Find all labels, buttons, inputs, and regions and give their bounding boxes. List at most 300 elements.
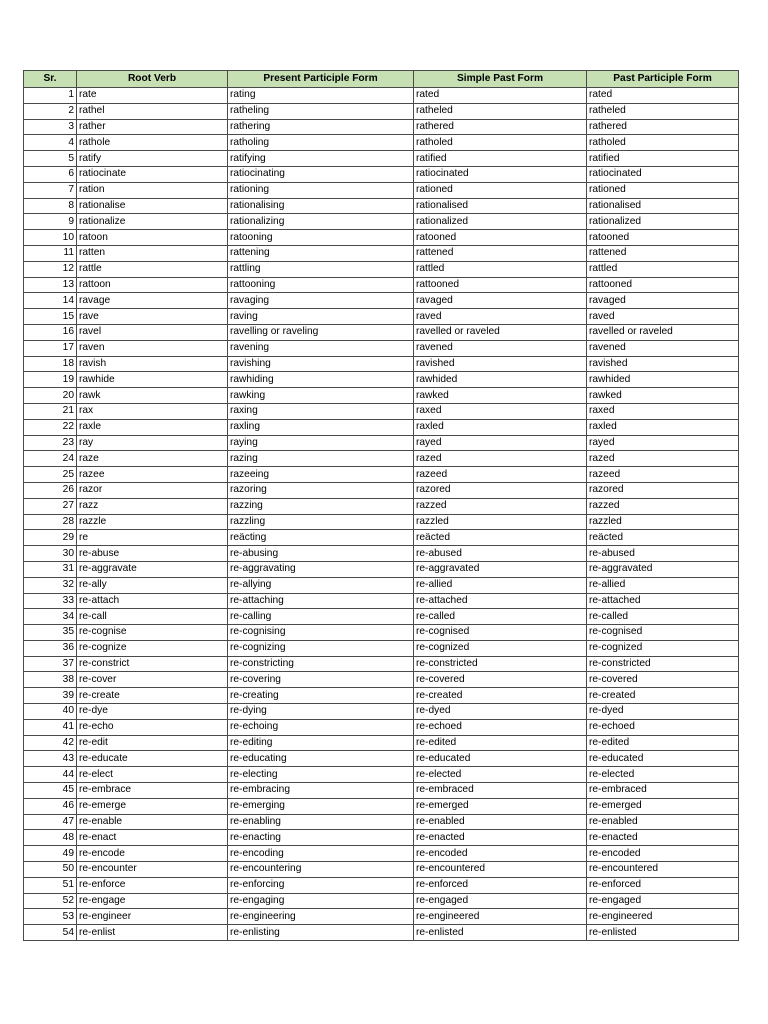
table-row	[24, 182, 739, 198]
table-row	[24, 293, 739, 309]
cell-sr: 10	[24, 230, 77, 246]
cell-simple-past: ratheled	[414, 103, 587, 119]
cell-sr: 39	[24, 688, 77, 704]
table-row	[24, 388, 739, 404]
table-row	[24, 119, 739, 135]
cell-simple-past: ratooned	[414, 230, 587, 246]
cell-sr: 36	[24, 640, 77, 656]
table-body	[24, 88, 739, 941]
cell-past-participle: re-created	[587, 688, 739, 704]
table-row	[24, 482, 739, 498]
cell-past-participle: re-engineered	[587, 909, 739, 925]
cell-past-participle: rattened	[587, 245, 739, 261]
cell-past-participle: re-allied	[587, 577, 739, 593]
table-row	[24, 403, 739, 419]
cell-simple-past: raxled	[414, 419, 587, 435]
cell-root-verb: razz	[77, 498, 228, 514]
cell-sr: 35	[24, 625, 77, 641]
cell-simple-past: rationalised	[414, 198, 587, 214]
header-sr: Sr.	[24, 71, 77, 88]
cell-present-participle: ratiocinating	[228, 166, 414, 182]
table-row	[24, 909, 739, 925]
cell-root-verb: re-enforce	[77, 877, 228, 893]
cell-past-participle: re-encountered	[587, 862, 739, 878]
cell-simple-past: re-enacted	[414, 830, 587, 846]
cell-sr: 8	[24, 198, 77, 214]
cell-simple-past: re-edited	[414, 735, 587, 751]
cell-simple-past: razed	[414, 451, 587, 467]
cell-past-participle: rated	[587, 88, 739, 104]
cell-root-verb: re-engage	[77, 893, 228, 909]
cell-sr: 41	[24, 719, 77, 735]
cell-sr: 32	[24, 577, 77, 593]
cell-sr: 47	[24, 814, 77, 830]
cell-simple-past: re-allied	[414, 577, 587, 593]
cell-simple-past: re-abused	[414, 546, 587, 562]
table-row	[24, 814, 739, 830]
table-row	[24, 593, 739, 609]
cell-present-participle: reäcting	[228, 530, 414, 546]
cell-present-participle: razeeing	[228, 467, 414, 483]
cell-sr: 54	[24, 925, 77, 941]
cell-past-participle: re-encoded	[587, 846, 739, 862]
cell-present-participle: razzing	[228, 498, 414, 514]
cell-simple-past: ravaged	[414, 293, 587, 309]
cell-root-verb: raze	[77, 451, 228, 467]
cell-present-participle: re-enacting	[228, 830, 414, 846]
cell-root-verb: ravish	[77, 356, 228, 372]
table-row	[24, 704, 739, 720]
cell-root-verb: re-aggravate	[77, 561, 228, 577]
cell-present-participle: re-cognizing	[228, 640, 414, 656]
cell-simple-past: ratholed	[414, 135, 587, 151]
table-row	[24, 198, 739, 214]
table-header	[24, 71, 739, 88]
cell-present-participle: raving	[228, 309, 414, 325]
table-row	[24, 751, 739, 767]
cell-simple-past: rationed	[414, 182, 587, 198]
cell-present-participle: ratifying	[228, 151, 414, 167]
cell-sr: 33	[24, 593, 77, 609]
cell-root-verb: rathole	[77, 135, 228, 151]
cell-present-participle: ratheling	[228, 103, 414, 119]
table-row	[24, 577, 739, 593]
cell-present-participle: rawking	[228, 388, 414, 404]
cell-simple-past: re-enlisted	[414, 925, 587, 941]
table-row	[24, 767, 739, 783]
cell-sr: 5	[24, 151, 77, 167]
cell-sr: 16	[24, 324, 77, 340]
cell-simple-past: re-encountered	[414, 862, 587, 878]
cell-simple-past: re-created	[414, 688, 587, 704]
cell-present-participle: re-educating	[228, 751, 414, 767]
cell-simple-past: rationalized	[414, 214, 587, 230]
cell-present-participle: re-enlisting	[228, 925, 414, 941]
cell-present-participle: re-engaging	[228, 893, 414, 909]
cell-past-participle: razeed	[587, 467, 739, 483]
cell-root-verb: ration	[77, 182, 228, 198]
cell-root-verb: re-ally	[77, 577, 228, 593]
table-row	[24, 103, 739, 119]
cell-simple-past: re-cognised	[414, 625, 587, 641]
cell-simple-past: re-covered	[414, 672, 587, 688]
cell-sr: 13	[24, 277, 77, 293]
cell-simple-past: ravened	[414, 340, 587, 356]
table-row	[24, 561, 739, 577]
cell-present-participle: re-enforcing	[228, 877, 414, 893]
cell-past-participle: re-enabled	[587, 814, 739, 830]
cell-present-participle: re-creating	[228, 688, 414, 704]
cell-root-verb: razor	[77, 482, 228, 498]
cell-present-participle: rattooning	[228, 277, 414, 293]
cell-present-participle: re-echoing	[228, 719, 414, 735]
cell-present-participle: rationing	[228, 182, 414, 198]
cell-sr: 12	[24, 261, 77, 277]
cell-past-participle: re-embraced	[587, 783, 739, 799]
cell-root-verb: re-echo	[77, 719, 228, 735]
cell-present-participle: rattling	[228, 261, 414, 277]
cell-root-verb: rather	[77, 119, 228, 135]
cell-sr: 21	[24, 403, 77, 419]
cell-present-participle: re-allying	[228, 577, 414, 593]
cell-simple-past: re-cognized	[414, 640, 587, 656]
table-row	[24, 530, 739, 546]
cell-root-verb: re-dye	[77, 704, 228, 720]
cell-root-verb: rave	[77, 309, 228, 325]
table-row	[24, 435, 739, 451]
cell-sr: 29	[24, 530, 77, 546]
cell-simple-past: re-echoed	[414, 719, 587, 735]
cell-past-participle: razed	[587, 451, 739, 467]
cell-root-verb: re-create	[77, 688, 228, 704]
cell-root-verb: rationalise	[77, 198, 228, 214]
cell-simple-past: rattooned	[414, 277, 587, 293]
cell-root-verb: re-enlist	[77, 925, 228, 941]
cell-root-verb: raxle	[77, 419, 228, 435]
cell-present-participle: ravaging	[228, 293, 414, 309]
cell-simple-past: ratiocinated	[414, 166, 587, 182]
cell-sr: 11	[24, 245, 77, 261]
cell-past-participle: rawked	[587, 388, 739, 404]
cell-present-participle: re-editing	[228, 735, 414, 751]
table-row	[24, 245, 739, 261]
cell-root-verb: rattoon	[77, 277, 228, 293]
cell-present-participle: re-constricting	[228, 656, 414, 672]
cell-sr: 40	[24, 704, 77, 720]
cell-present-participle: rationalizing	[228, 214, 414, 230]
cell-root-verb: raven	[77, 340, 228, 356]
table-row	[24, 135, 739, 151]
table-row	[24, 88, 739, 104]
cell-root-verb: re-cognise	[77, 625, 228, 641]
cell-past-participle: rationalised	[587, 198, 739, 214]
table-row	[24, 846, 739, 862]
cell-past-participle: re-constricted	[587, 656, 739, 672]
cell-simple-past: re-enforced	[414, 877, 587, 893]
header-row	[24, 71, 739, 88]
cell-past-participle: re-enforced	[587, 877, 739, 893]
cell-root-verb: ratiocinate	[77, 166, 228, 182]
cell-root-verb: re-encounter	[77, 862, 228, 878]
cell-present-participle: ravishing	[228, 356, 414, 372]
cell-past-participle: re-engaged	[587, 893, 739, 909]
table-row	[24, 830, 739, 846]
cell-simple-past: rattened	[414, 245, 587, 261]
cell-past-participle: rayed	[587, 435, 739, 451]
cell-present-participle: ravening	[228, 340, 414, 356]
cell-past-participle: raxled	[587, 419, 739, 435]
cell-past-participle: re-attached	[587, 593, 739, 609]
cell-simple-past: re-encoded	[414, 846, 587, 862]
header-past-participle: Past Participle Form	[587, 71, 739, 88]
cell-present-participle: raying	[228, 435, 414, 451]
cell-past-participle: ravelled or raveled	[587, 324, 739, 340]
cell-past-participle: re-cognised	[587, 625, 739, 641]
cell-past-participle: ravished	[587, 356, 739, 372]
cell-root-verb: re-engineer	[77, 909, 228, 925]
cell-present-participle: rawhiding	[228, 372, 414, 388]
cell-root-verb: rax	[77, 403, 228, 419]
table-row	[24, 467, 739, 483]
cell-root-verb: re-embrace	[77, 783, 228, 799]
cell-root-verb: rathel	[77, 103, 228, 119]
cell-simple-past: rawked	[414, 388, 587, 404]
cell-present-participle: re-calling	[228, 609, 414, 625]
cell-simple-past: raxed	[414, 403, 587, 419]
cell-past-participle: ratiocinated	[587, 166, 739, 182]
cell-simple-past: re-constricted	[414, 656, 587, 672]
cell-past-participle: raved	[587, 309, 739, 325]
table-row	[24, 656, 739, 672]
cell-present-participle: re-attaching	[228, 593, 414, 609]
cell-sr: 22	[24, 419, 77, 435]
cell-present-participle: rathering	[228, 119, 414, 135]
cell-sr: 6	[24, 166, 77, 182]
table-row	[24, 783, 739, 799]
cell-past-participle: ravened	[587, 340, 739, 356]
cell-present-participle: rattening	[228, 245, 414, 261]
cell-sr: 28	[24, 514, 77, 530]
cell-past-participle: rattled	[587, 261, 739, 277]
table-row	[24, 672, 739, 688]
cell-root-verb: rattle	[77, 261, 228, 277]
cell-sr: 42	[24, 735, 77, 751]
table-row	[24, 214, 739, 230]
cell-past-participle: re-called	[587, 609, 739, 625]
cell-past-participle: re-echoed	[587, 719, 739, 735]
cell-past-participle: re-enlisted	[587, 925, 739, 941]
cell-root-verb: rawhide	[77, 372, 228, 388]
cell-simple-past: rathered	[414, 119, 587, 135]
cell-sr: 37	[24, 656, 77, 672]
cell-sr: 7	[24, 182, 77, 198]
cell-past-participle: re-covered	[587, 672, 739, 688]
cell-root-verb: rawk	[77, 388, 228, 404]
cell-present-participle: rating	[228, 88, 414, 104]
cell-sr: 15	[24, 309, 77, 325]
cell-simple-past: razzed	[414, 498, 587, 514]
cell-root-verb: ratoon	[77, 230, 228, 246]
cell-root-verb: razzle	[77, 514, 228, 530]
table-row	[24, 151, 739, 167]
cell-root-verb: re-call	[77, 609, 228, 625]
cell-past-participle: re-elected	[587, 767, 739, 783]
cell-simple-past: rawhided	[414, 372, 587, 388]
table-row	[24, 546, 739, 562]
cell-present-participle: raxing	[228, 403, 414, 419]
cell-sr: 51	[24, 877, 77, 893]
cell-sr: 17	[24, 340, 77, 356]
cell-root-verb: re-cognize	[77, 640, 228, 656]
cell-sr: 38	[24, 672, 77, 688]
cell-present-participle: rationalising	[228, 198, 414, 214]
cell-sr: 1	[24, 88, 77, 104]
cell-root-verb: re-enable	[77, 814, 228, 830]
cell-past-participle: razzled	[587, 514, 739, 530]
cell-past-participle: rattooned	[587, 277, 739, 293]
cell-simple-past: raved	[414, 309, 587, 325]
cell-simple-past: re-enabled	[414, 814, 587, 830]
cell-past-participle: reäcted	[587, 530, 739, 546]
cell-simple-past: rattled	[414, 261, 587, 277]
cell-root-verb: ravage	[77, 293, 228, 309]
table-row	[24, 514, 739, 530]
table-row	[24, 451, 739, 467]
cell-past-participle: razored	[587, 482, 739, 498]
cell-root-verb: re-enact	[77, 830, 228, 846]
cell-sr: 24	[24, 451, 77, 467]
cell-past-participle: rawhided	[587, 372, 739, 388]
cell-sr: 46	[24, 798, 77, 814]
cell-present-participle: razzling	[228, 514, 414, 530]
cell-past-participle: rationed	[587, 182, 739, 198]
cell-past-participle: razzed	[587, 498, 739, 514]
cell-past-participle: rathered	[587, 119, 739, 135]
table-row	[24, 609, 739, 625]
cell-present-participle: re-embracing	[228, 783, 414, 799]
cell-root-verb: re-attach	[77, 593, 228, 609]
cell-sr: 27	[24, 498, 77, 514]
cell-root-verb: ravel	[77, 324, 228, 340]
cell-sr: 44	[24, 767, 77, 783]
cell-present-participle: re-encountering	[228, 862, 414, 878]
cell-simple-past: re-emerged	[414, 798, 587, 814]
table-row	[24, 688, 739, 704]
cell-sr: 19	[24, 372, 77, 388]
cell-sr: 45	[24, 783, 77, 799]
cell-past-participle: ratholed	[587, 135, 739, 151]
cell-sr: 20	[24, 388, 77, 404]
cell-root-verb: re-cover	[77, 672, 228, 688]
cell-simple-past: re-engineered	[414, 909, 587, 925]
table-row	[24, 356, 739, 372]
table-row	[24, 230, 739, 246]
cell-present-participle: re-covering	[228, 672, 414, 688]
table-row	[24, 309, 739, 325]
cell-simple-past: re-dyed	[414, 704, 587, 720]
cell-simple-past: re-educated	[414, 751, 587, 767]
header-present-participle: Present Participle Form	[228, 71, 414, 88]
cell-simple-past: re-embraced	[414, 783, 587, 799]
cell-present-participle: re-enabling	[228, 814, 414, 830]
cell-sr: 53	[24, 909, 77, 925]
table-row	[24, 625, 739, 641]
cell-sr: 48	[24, 830, 77, 846]
cell-past-participle: re-enacted	[587, 830, 739, 846]
cell-root-verb: ratten	[77, 245, 228, 261]
cell-present-participle: ratooning	[228, 230, 414, 246]
table-row	[24, 640, 739, 656]
cell-root-verb: re-educate	[77, 751, 228, 767]
table-row	[24, 798, 739, 814]
table-row	[24, 372, 739, 388]
cell-sr: 30	[24, 546, 77, 562]
cell-sr: 43	[24, 751, 77, 767]
cell-present-participle: re-emerging	[228, 798, 414, 814]
cell-past-participle: rationalized	[587, 214, 739, 230]
cell-past-participle: re-abused	[587, 546, 739, 562]
cell-root-verb: re-abuse	[77, 546, 228, 562]
table-row	[24, 498, 739, 514]
cell-past-participle: re-educated	[587, 751, 739, 767]
cell-simple-past: ravelled or raveled	[414, 324, 587, 340]
cell-sr: 14	[24, 293, 77, 309]
cell-sr: 3	[24, 119, 77, 135]
cell-root-verb: re-constrict	[77, 656, 228, 672]
cell-sr: 49	[24, 846, 77, 862]
cell-present-participle: razing	[228, 451, 414, 467]
cell-past-participle: re-emerged	[587, 798, 739, 814]
cell-simple-past: re-called	[414, 609, 587, 625]
table-row	[24, 166, 739, 182]
cell-root-verb: re-emerge	[77, 798, 228, 814]
cell-present-participle: re-aggravating	[228, 561, 414, 577]
cell-present-participle: re-cognising	[228, 625, 414, 641]
cell-past-participle: re-cognized	[587, 640, 739, 656]
cell-present-participle: ravelling or raveling	[228, 324, 414, 340]
cell-sr: 9	[24, 214, 77, 230]
table-row	[24, 340, 739, 356]
cell-present-participle: re-dying	[228, 704, 414, 720]
cell-past-participle: ratooned	[587, 230, 739, 246]
verb-forms-table	[23, 70, 739, 941]
cell-simple-past: razzled	[414, 514, 587, 530]
cell-root-verb: rate	[77, 88, 228, 104]
cell-simple-past: rated	[414, 88, 587, 104]
cell-root-verb: re-edit	[77, 735, 228, 751]
cell-sr: 2	[24, 103, 77, 119]
table-row	[24, 735, 739, 751]
cell-sr: 18	[24, 356, 77, 372]
cell-sr: 31	[24, 561, 77, 577]
cell-sr: 4	[24, 135, 77, 151]
table-row	[24, 862, 739, 878]
table-row	[24, 277, 739, 293]
cell-simple-past: re-elected	[414, 767, 587, 783]
cell-sr: 34	[24, 609, 77, 625]
table-row	[24, 324, 739, 340]
cell-root-verb: re	[77, 530, 228, 546]
cell-past-participle: re-dyed	[587, 704, 739, 720]
cell-present-participle: ratholing	[228, 135, 414, 151]
cell-root-verb: ray	[77, 435, 228, 451]
table-row	[24, 719, 739, 735]
cell-simple-past: razeed	[414, 467, 587, 483]
document-page	[23, 70, 738, 941]
cell-past-participle: re-aggravated	[587, 561, 739, 577]
cell-present-participle: re-electing	[228, 767, 414, 783]
table-row	[24, 925, 739, 941]
